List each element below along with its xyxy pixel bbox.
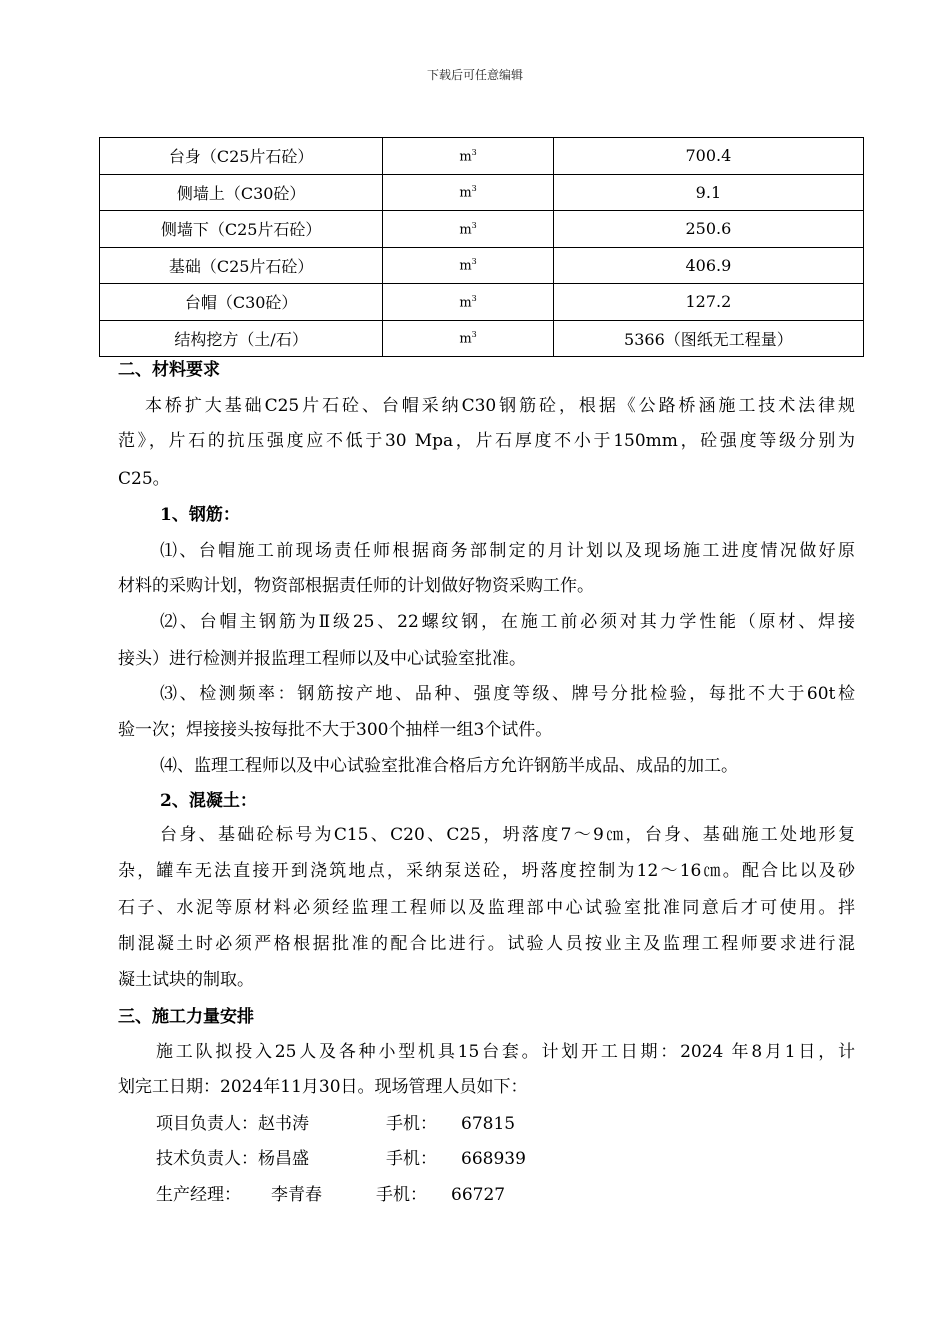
- paragraph-line: 本桥扩大基础C25片石砼、台帽采纳C30钢筋砼，根据《公路桥涵施工技术法律规: [145, 396, 855, 416]
- phone-label: 手机：: [376, 1185, 427, 1205]
- section-heading-workforce: 三、施工力量安排: [118, 1007, 254, 1027]
- paragraph-line: 石子、水泥等原材料必须经监理工程师以及监理部中心试验室批准同意后才可使用。拌: [118, 898, 855, 918]
- item-cell: 台身（C25片石砼）: [100, 138, 383, 175]
- unit-cell: $m^3$: [383, 211, 554, 248]
- paragraph-line: 范》，片石的抗压强度应不低于30 Mpa，片石厚度不小于150mm，砼强度等级分别为: [118, 431, 855, 451]
- paragraph-line: 凝土试块的制取。: [118, 970, 254, 990]
- staff-name: 李青春: [271, 1185, 322, 1205]
- table-row: [100, 174, 864, 211]
- item-cell: 侧墙下（C25片石砼）: [100, 211, 383, 248]
- phone-number: 66727: [451, 1185, 506, 1205]
- table-row: [100, 211, 864, 248]
- paragraph-line: 杂，罐车无法直接开到浇筑地点，采纳泵送砼，坍落度控制为12～16㎝。配合比以及砂: [118, 861, 855, 881]
- staff-row: [156, 1112, 515, 1136]
- staff-row: [156, 1147, 526, 1171]
- page-header: 下载后可任意编辑: [426, 68, 523, 82]
- table-row: [100, 320, 864, 357]
- phone-label: 手机：: [386, 1149, 437, 1169]
- staff-role: 生产经理：: [156, 1185, 241, 1205]
- quantity-cell: 9.1: [553, 174, 863, 211]
- list-item: ⑴、台帽施工前现场责任师根据商务部制定的月计划以及现场施工进度情况做好原: [160, 541, 855, 561]
- subheading-concrete: 2、混凝土：: [160, 791, 257, 811]
- paragraph-line: C25。: [118, 469, 170, 489]
- table-row: [100, 284, 864, 321]
- quantity-table: [99, 137, 864, 357]
- paragraph-line: 划完工日期：2024年11月30日。现场管理人员如下：: [118, 1077, 528, 1097]
- table-row: [100, 138, 864, 175]
- quantity-cell: 5366（图纸无工程量）: [553, 320, 863, 357]
- unit-cell: $m^3$: [383, 284, 554, 321]
- item-cell: 侧墙上（C30砼）: [100, 174, 383, 211]
- list-item: ⑷、监理工程师以及中心试验室批准合格后方允许钢筋半成品、成品的加工。: [160, 756, 738, 776]
- phone-number: 67815: [461, 1114, 516, 1134]
- list-item: ⑶、检测频率：钢筋按产地、品种、强度等级、牌号分批检验，每批不大于60t检: [160, 684, 855, 704]
- quantity-cell: 250.6: [553, 211, 863, 248]
- quantity-cell: 406.9: [553, 247, 863, 284]
- list-item: 验一次；焊接接头按每批不大于300个抽样一组3个试件。: [118, 720, 553, 740]
- section-heading-materials: 二、材料要求: [118, 360, 220, 380]
- item-cell: 结构挖方（土/石）: [100, 320, 383, 357]
- list-item: 接头）进行检测并报监理工程师以及中心试验室批准。: [118, 649, 526, 669]
- staff-role: 项目负责人：赵书涛: [156, 1114, 309, 1134]
- quantity-cell: 127.2: [553, 284, 863, 321]
- staff-role: 技术负责人：杨昌盛: [156, 1149, 309, 1169]
- list-item: 材料的采购计划，物资部根据责任师的计划做好物资采购工作。: [118, 576, 594, 596]
- quantity-cell: 700.4: [553, 138, 863, 175]
- list-item: ⑵、台帽主钢筋为Ⅱ级25、22螺纹钢，在施工前必须对其力学性能（原材、焊接: [160, 612, 855, 632]
- unit-cell: $m^3$: [383, 174, 554, 211]
- unit-cell: $m^3$: [383, 138, 554, 175]
- subheading-rebar: 1、钢筋：: [160, 505, 240, 525]
- paragraph-line: 施工队拟投入25人及各种小型机具15台套。计划开工日期：2024 年8月1日，计: [156, 1042, 855, 1062]
- unit-cell: $m^3$: [383, 247, 554, 284]
- item-cell: 台帽（C30砼）: [100, 284, 383, 321]
- phone-label: 手机：: [386, 1114, 437, 1134]
- paragraph-line: 台身、基础砼标号为C15、C20、C25，坍落度7～9㎝，台身、基础施工处地形复: [160, 825, 855, 845]
- item-cell: 基础（C25片石砼）: [100, 247, 383, 284]
- table-row: [100, 247, 864, 284]
- unit-cell: $m^3$: [383, 320, 554, 357]
- staff-row: [156, 1183, 505, 1207]
- paragraph-line: 制混凝土时必须严格根据批准的配合比进行。试验人员按业主及监理工程师要求进行混: [118, 934, 855, 954]
- phone-number: 668939: [461, 1149, 526, 1169]
